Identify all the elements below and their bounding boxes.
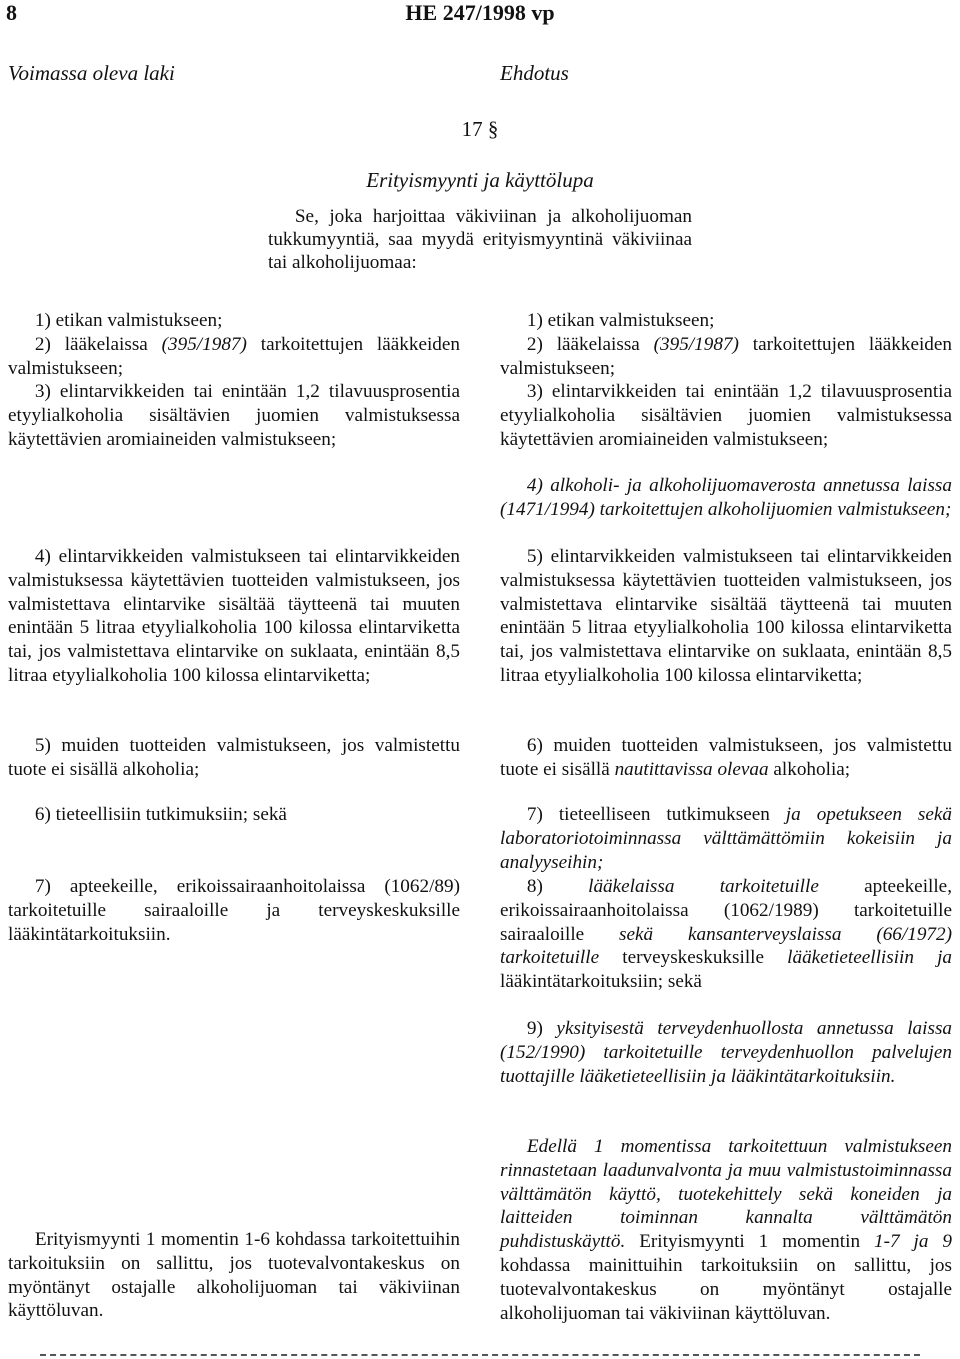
right-item-8-tail: lääkintätarkoituksiin; sekä bbox=[500, 971, 702, 993]
right-item-7-text: 7) tieteelliseen tutkimukseen bbox=[526, 804, 786, 825]
right-item-2-tail: tarkoitettujen lääkkeiden valmistukseen; bbox=[500, 334, 952, 379]
right-item-8-italic-3: lääketieteellisiin ja bbox=[787, 947, 953, 969]
right-closing-tail: kohdassa mainittuihin tarkoituksiin on sallittu, jos tuotevalvontakeskus on myöntänyt ostajalle alkoholijuoman tai väkiviinan käyttöluvan. bbox=[500, 1254, 952, 1324]
left-item-2 bbox=[8, 333, 460, 381]
right-item-9 bbox=[500, 1017, 952, 1088]
right-item-8-italic-1: lääkelaissa tarkoitetuille bbox=[588, 876, 819, 897]
left-item-3: 3) elintarvikkeiden tai enintään 1,2 tilavuusprosentia etyylialkoholia sisältävien juomien valmistuksessa käytettävien aromiaineiden valmistukseen; bbox=[8, 381, 460, 450]
right-item-1: 1) etikan valmistukseen; bbox=[526, 310, 715, 331]
left-item-5: 5) muiden tuotteiden valmistukseen, jos valmistettu tuote ei sisällä alkoholia; bbox=[8, 735, 460, 780]
right-item-6-text: 6) muiden tuotteiden valmistukseen, jos valmistettu tuote ei sisällä bbox=[500, 735, 952, 780]
right-item-2 bbox=[500, 333, 952, 381]
left-column-heading: Voimassa oleva laki bbox=[8, 61, 175, 85]
left-item-4: 4) elintarvikkeiden valmistukseen tai elintarvikkeiden valmistuksessa käytettävien tuotteiden valmistukseen, jos valmistettava elintarvike sisältää täytteenä tai muuten enintään 5 litraa etyylialkoholia 100 kilossa elintarviketta tai, jos valmistettava elintarvike on suklaata, enintään 8,5 litraa etyylialkoholia 100 kilossa elintarviketta; bbox=[8, 546, 460, 686]
right-item-6-tail: alkoholia; bbox=[768, 758, 851, 780]
section-title: Erityismyynti ja käyttölupa bbox=[366, 168, 594, 192]
right-closing-text: Erityismyynti 1 momentin bbox=[625, 1231, 874, 1253]
left-item-7: 7) apteekeille, erikoissairaanhoitolaissa (1062/89) tarkoitetuille sairaaloille ja terveyskeskuksille lääkintätarkoituksiin. bbox=[8, 876, 460, 945]
right-closing-italic: 1-7 ja 9 bbox=[874, 1231, 952, 1253]
left-item-2-ref: (395/1987) bbox=[161, 334, 247, 355]
left-item-2-text: 2) lääkelaissa bbox=[34, 334, 162, 355]
intro-paragraph: Se, joka harjoittaa väkiviinan ja alkoholijuoman tukkumyyntiä, saa myydä erityismyyntinä väkiviinaa tai alkoholijuomaa: bbox=[268, 206, 692, 273]
left-closing-paragraph: Erityismyynti 1 momentin 1-6 kohdassa tarkoitettuihin tarkoituksiin on sallittu, jos tuotevalvontakeskus on myöntänyt ostajalle alkoholijuoman tai väkiviinan käyttöluvan. bbox=[8, 1229, 460, 1322]
right-item-3: 3) elintarvikkeiden tai enintään 1,2 tilavuusprosentia etyylialkoholia sisältävien juomien valmistuksessa käytettävien aromiaineiden valmistukseen; bbox=[500, 381, 952, 450]
right-item-5: 5) elintarvikkeiden valmistukseen tai elintarvikkeiden valmistuksessa käytettävien tuotteiden valmistukseen, jos valmistettava elintarvike sisältää täytteenä tai muuten enintään 5 litraa etyylialkoholia 100 kilossa elintarviketta tai, jos valmistettava elintarvike on suklaata, enintään 8,5 litraa etyylialkoholia 100 kilossa elintarviketta; bbox=[500, 546, 952, 686]
right-column-heading: Ehdotus bbox=[500, 61, 569, 85]
section-number: 17 § bbox=[461, 117, 499, 141]
page-number: 8 bbox=[6, 0, 17, 25]
left-item-1: 1) etikan valmistukseen; bbox=[34, 310, 223, 331]
right-item-6-italic: nautittavissa olevaa bbox=[614, 758, 769, 780]
right-item-9-italic: yksityisestä terveydenhuollosta annetussa laissa (152/1990) tarkoitetuille terveydenhuollon palvelujen tuottajille lääketieteellisiin ja lääkintätarkoituksiin. bbox=[500, 1018, 952, 1087]
left-item-2-tail: tarkoitettujen lääkkeiden valmistukseen; bbox=[8, 334, 460, 379]
right-item-8-num: 8) bbox=[526, 876, 589, 897]
right-item-8-text-2: terveyskeskuksille bbox=[599, 947, 788, 969]
left-item-6: 6) tieteellisiin tutkimuksiin; sekä bbox=[34, 804, 287, 825]
right-item-7 bbox=[500, 803, 952, 874]
right-item-2-text: 2) lääkelaissa bbox=[526, 334, 654, 355]
right-item-2-ref: (395/1987) bbox=[653, 334, 739, 355]
right-item-8-text: apteekeille, erikoissairaanhoitolaissa (1062/1989) tarkoitetuille sairaaloille bbox=[500, 876, 952, 945]
document-id: HE 247/1998 vp bbox=[405, 0, 555, 25]
right-item-8-italic-2: sekä kansanterveyslaissa (66/1972) tarkoitetuille bbox=[500, 923, 952, 969]
right-paragraph-2: Edellä 1 momentissa tarkoitettuun valmistukseen rinnastetaan laadunvalvonta ja muu valmistustoiminnassa välttämätön käyttö, tuotekehittely sekä koneiden ja laitteiden toiminnan kannalta välttämätön puhdistuskäyttö. bbox=[500, 1136, 952, 1253]
right-item-4: 4) alkoholi- ja alkoholijuomaverosta annetussa laissa (1471/1994) tarkoitettujen alkoholijuomien valmistukseen; bbox=[500, 475, 952, 520]
right-item-9-num: 9) bbox=[526, 1018, 557, 1039]
right-item-8 bbox=[500, 875, 952, 994]
bottom-rule bbox=[40, 1354, 920, 1356]
right-closing-paragraph bbox=[500, 1135, 952, 1325]
right-item-6 bbox=[500, 734, 952, 782]
right-item-7-italic: ja opetukseen sekä laboratoriotoiminnassa välttämättömiin kokeisiin ja analyyseihin; bbox=[500, 804, 952, 873]
